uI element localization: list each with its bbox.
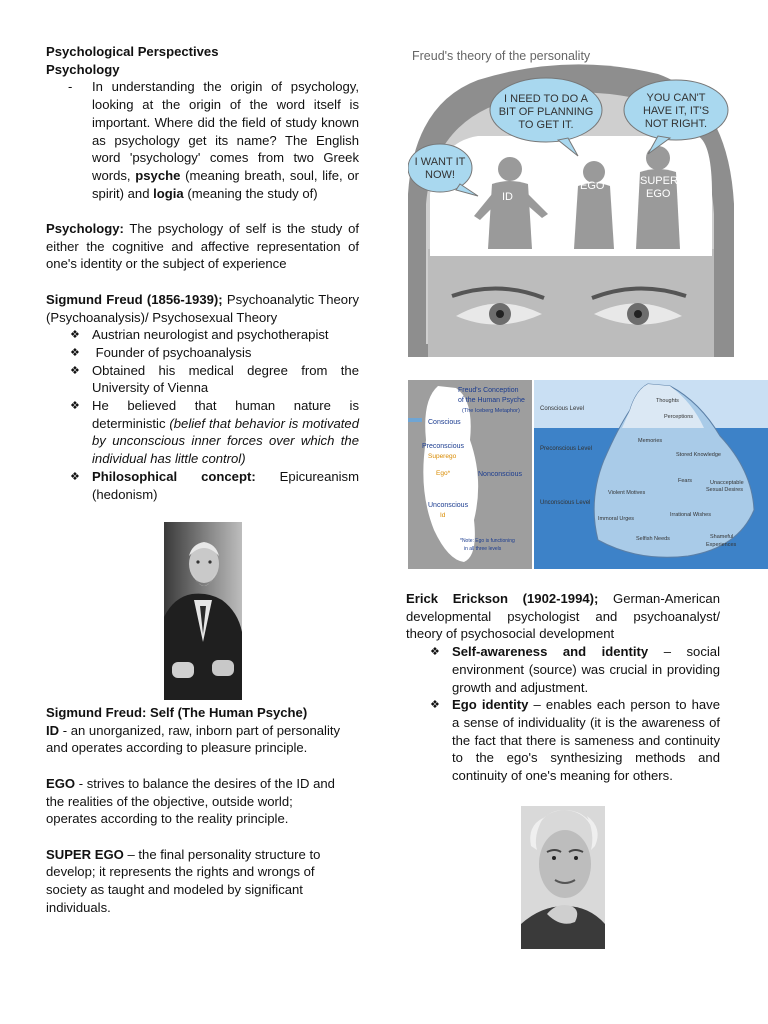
bullet-icon: ❖ [70,363,80,377]
heading-psychological-perspectives: Psychological Perspectives [46,44,219,59]
irrational-wishes-label: Irrational Wishes [670,512,711,518]
erikson-bullets [406,643,720,785]
bullet-icon: ❖ [70,399,80,413]
conscious-level-label: Conscious Level [540,406,585,412]
psychology-definition: Psychology: The psychology of self is the study of either the cognitive and affective representation of one's identity or the subject of experience [46,221,359,272]
unacceptable-label1: Unacceptable [710,480,744,486]
note-line2: in all three levels [464,546,502,552]
freud-portrait [164,522,242,700]
list-item: ❖ Self-awareness and identity – social environment (source) was crucial in providing growth and adjustment. [430,644,720,695]
erikson-intro: Erick Erickson (1902-1994); German-American developmental psychologist and psychoanalyst/ theory of psychosocial development [406,591,720,642]
bullet-icon: ❖ [430,645,440,659]
ego-definition: EGO - strives to balance the desires of the ID and the realities of the objective, outside world; operates according to the reality principle. [46,775,335,827]
self-title: Sigmund Freud: Self (The Human Psyche) [46,705,308,720]
bullet-icon: ❖ [430,698,440,712]
personality-illustration [408,44,734,357]
immoral-urges-label: Immoral Urges [598,516,635,522]
list-item: ❖ Obtained his medical degree from the University of Vienna [70,362,359,396]
bubble-ego-line1: I NEED TO DO A [504,93,588,105]
erikson-portrait-image [521,806,605,949]
label-superego: Superego [428,453,457,460]
unconscious-level-label: Unconscious Level [540,500,591,506]
bullet-icon: ❖ [70,469,80,483]
label-nonconscious: Nonconscious [478,471,522,478]
figure-ego-label: EGO [580,180,605,192]
figure-id-label: ID [502,191,513,203]
bubble-ego-line3: TO GET IT. [518,119,574,131]
freud-portrait-image [164,522,242,700]
note-line1: *Note: Ego is functioning [460,538,515,544]
thoughts-label: Thoughts [656,398,679,404]
shameful-label2: Experiences [706,542,737,548]
left-column [46,43,359,503]
unacceptable-label2: Sexual Desires [706,487,743,493]
iceberg-illustration [408,380,768,569]
freud-personality-figure [408,44,734,357]
perceptions-label: Perceptions [664,414,694,420]
fears-label: Fears [678,478,693,484]
iceberg-figure [408,380,768,569]
bubble-id-line2: NOW! [425,169,455,181]
list-item: ❖ Founder of psychoanalysis [70,344,252,360]
intro-item: - In understanding the origin of psychology, looking at the origin of the word itself is important. Where did the field of study known as psychology get its name? The English word 'psychology' comes from two Greek words, psyche (meaning breath, soul, life, or spirit) and logia (meaning the study of) [68,79,360,201]
label-id: Id [440,512,446,519]
right-column [406,590,720,785]
intro-list [46,78,359,202]
bullet-icon: ❖ [70,328,80,342]
list-item: ❖ Ego identity – enables each person to have a sense of individuality (it is the awareness of the fact that there is sameness and continuity to the ego's synthesizing methods and continuity of one's meaning for others. [430,697,720,784]
bubble-ego-line2: BIT OF PLANNING [498,106,594,118]
erikson-portrait [521,806,605,949]
superego-definition: SUPER EGO – the final personality structure to develop; it represents the rights and wrongs of society as taught and modeled by significant individuals. [46,846,321,915]
figure1-title: Freud's theory of the personality [412,49,591,63]
list-item: ❖ Austrian neurologist and psychotherapist [70,327,329,343]
bullet-icon: ❖ [70,345,80,359]
label-unconscious: Unconscious [428,502,469,509]
label-preconscious: Preconscious [422,443,465,450]
label-ego: Ego* [436,470,451,477]
dash-marker: - [68,79,73,95]
freud-bullets [46,326,359,503]
freud-self-section [46,704,346,916]
preconscious-level-label: Preconscious Level [540,446,593,452]
label-conscious: Conscious [428,419,461,426]
selfish-needs-label: Selfish Needs [636,536,670,542]
list-item: ❖ He believed that human nature is deterministic (belief that behavior is motivated by unconscious inner forces over which the individual has little control) [70,398,359,467]
figure-super-ego-label: EGO [646,188,671,200]
bubble-id-line1: I WANT IT [414,156,466,168]
iceberg-left-title2: of the Human Psyche [458,397,525,404]
figure-super-label: SUPER [640,175,678,187]
list-item: ❖ Philosophical concept: Epicureanism (hedonism) [70,468,360,502]
iceberg-left-title3: (The Iceberg Metaphor) [462,408,520,414]
bubble-super-line3: NOT RIGHT. [644,118,708,130]
bubble-super-line1: YOU CAN'T [646,92,706,104]
stored-knowledge-label: Stored Knowledge [676,452,721,458]
id-definition: ID - an unorganized, raw, inborn part of personality and operates according to pleasure principle. [46,722,341,756]
iceberg-left-title1: Freud's Conception [458,387,519,394]
heading-psychology: Psychology [46,61,120,77]
shameful-label1: Shameful [710,534,734,540]
freud-intro: Sigmund Freud (1856-1939); Psychoanalytic Theory (Psychoanalysis)/ Psychosexual Theory [46,291,359,325]
bubble-super-line2: HAVE IT, IT'S [642,105,710,117]
violent-motives-label: Violent Motives [608,490,646,496]
memories-label: Memories [638,438,663,444]
